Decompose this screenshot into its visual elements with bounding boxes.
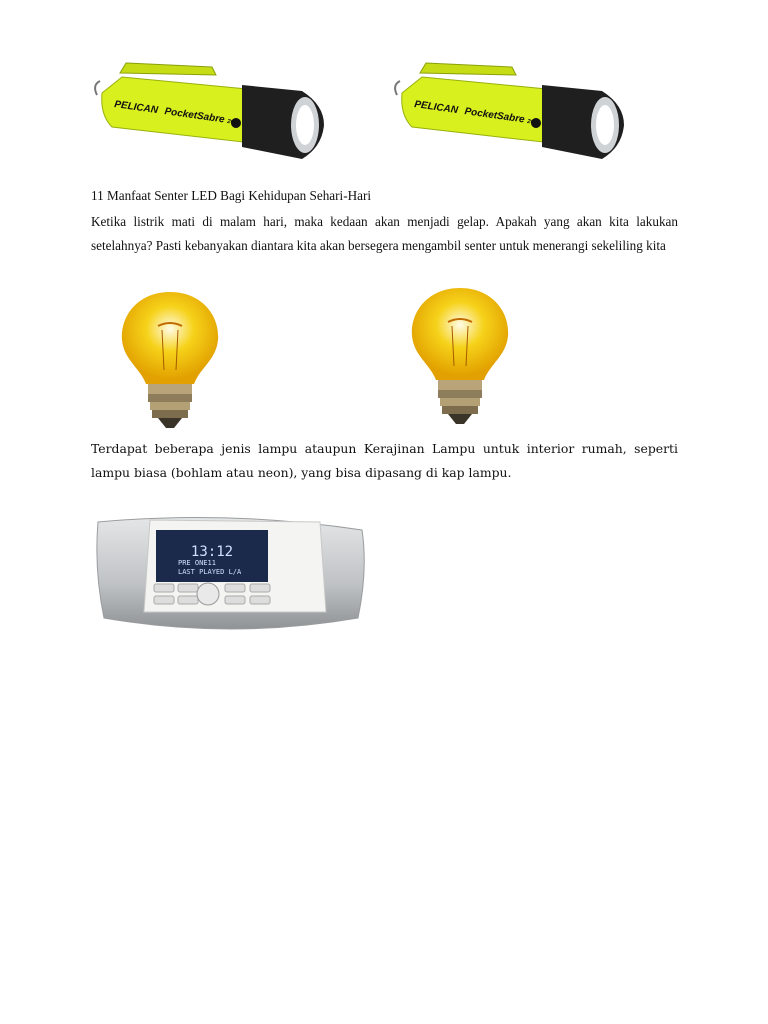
article-heading: 11 Manfaat Senter LED Bagi Kehidupan Sehari-Hari xyxy=(91,188,372,203)
radio-image xyxy=(90,500,368,645)
light-bulb-illustration xyxy=(110,288,230,433)
paragraph-lamps: Terdapat beberapa jenis lampu ataupun Kerajinan Lampu untuk interior rumah, seperti lampu biasa (bohlam atau neon), yang bisa dipasang di kap lampu. xyxy=(91,441,678,480)
flashlight-image-right xyxy=(392,55,632,170)
radio-line1: PRE ONE11 xyxy=(178,559,216,567)
flashlight-brand: PELICAN xyxy=(113,99,159,117)
light-bulb-image-right xyxy=(400,284,520,434)
radio-time: 13:12 xyxy=(190,544,234,560)
flashlight-model: PocketSabre xyxy=(163,106,226,126)
flashlight-model: PocketSabre xyxy=(463,106,526,126)
radio-illustration xyxy=(90,500,368,640)
light-bulb-image-left xyxy=(110,288,230,438)
flashlight-illustration xyxy=(392,55,632,165)
flashlight-variant: 2C xyxy=(226,118,236,126)
flashlight-image-left xyxy=(92,55,332,170)
paragraph-intro: Ketika listrik mati di malam hari, maka kedaan akan menjadi gelap. Apakah yang akan kita lakukan setelahnya? Pasti kebanyakan diantara kita akan bersegera mengambil senter untuk menerangi sekeliling kita xyxy=(91,214,678,253)
flashlight-illustration xyxy=(92,55,332,165)
flashlight-brand: PELICAN xyxy=(413,99,459,117)
flashlight-variant: 2C xyxy=(526,118,536,126)
light-bulb-illustration xyxy=(400,284,520,429)
radio-line2: LAST PLAYED L/A xyxy=(178,568,242,576)
